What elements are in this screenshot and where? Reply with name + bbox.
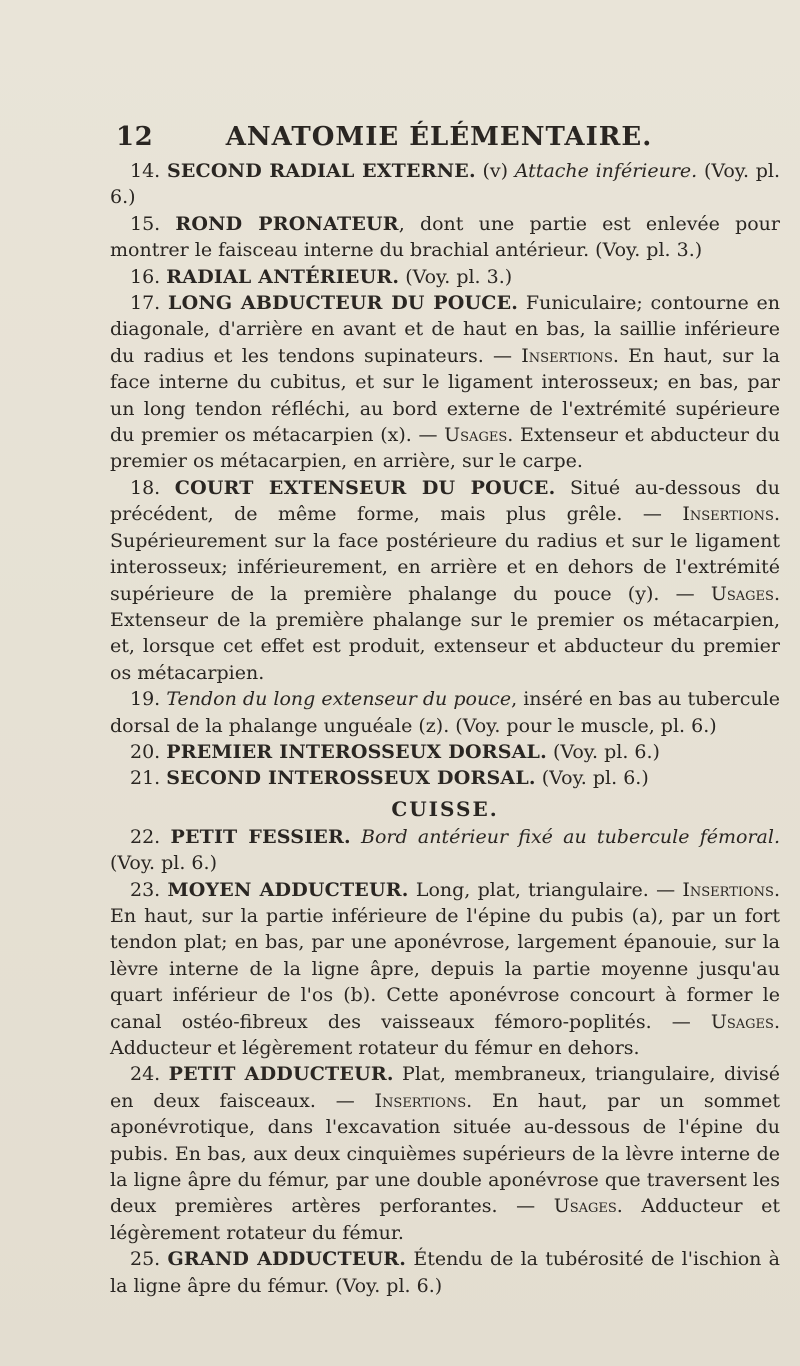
entry-text: En haut, sur la face interne du cubitus, et sur le ligament interosseux; en bas, par un long tendon réfléchi, au bord externe de l'extrémité supérieure du premier os métacarpien (x). — (110, 344, 780, 447)
entry-number: 15. (130, 212, 161, 235)
entry-number: 25. (130, 1248, 161, 1271)
usages-label: Usages. (444, 424, 514, 447)
muscle-name: LONG ABDUCTEUR DU POUCE. (168, 292, 519, 315)
entry-number: 16. (130, 265, 161, 288)
muscle-name: GRAND ADDUCTEUR. (167, 1248, 407, 1271)
entry-text: Extenseur de la première phalange sur le premier os métacarpien, et, lorsque cet effet est produit, extenseur et abducteur du premier os métacarpien. (110, 608, 780, 684)
entry-15 (110, 211, 780, 264)
running-title: ANATOMIE ÉLÉMENTAIRE. (225, 122, 653, 152)
italic-note: Tendon du long extenseur du pouce (166, 688, 512, 711)
page-body (110, 158, 780, 1299)
muscle-name: SECOND RADIAL EXTERNE. (166, 160, 476, 182)
entry-number: 20. (130, 740, 161, 763)
entry-18 (110, 475, 780, 686)
entry-text: , dont une partie est enlevée pour montrer le faisceau interne du brachial antérieur. (Voy. pl. 3.) (110, 212, 780, 262)
page-header (108, 122, 740, 162)
entry-number: 14. (130, 160, 161, 182)
muscle-name: RADIAL ANTÉRIEUR. (166, 265, 400, 288)
muscle-name: ROND PRONATEUR (175, 212, 399, 235)
entry-25 (110, 1246, 780, 1299)
entry-text: (Voy. pl. 6.) (110, 160, 781, 209)
insertions-label: Insertions. (682, 878, 780, 901)
entry-number: 18. (130, 476, 161, 499)
insertions-label: Insertions. (521, 344, 619, 367)
usages-label: Usages. (710, 1010, 780, 1033)
entry-text: Extenseur et abducteur du premier os métacarpien, en arrière, sur le carpe. (110, 424, 781, 473)
entry-16 (110, 264, 780, 290)
italic-note: Bord antérieur fixé au tubercule fémoral. (361, 825, 780, 848)
entry-21 (110, 765, 780, 791)
entry-text: En haut, par un sommet aponévrotique, dans l'excavation située au-dessous de l'épine du pubis. En bas, aux deux cinquièmes supérieurs de la lèvre interne de la ligne âpre du fémur, par une double aponévrose que traversent les deux premières artères perforantes. — (110, 1089, 780, 1218)
entry-number: 22. (130, 825, 161, 848)
entry-text: Étendu de la tubérosité de l'ischion à la ligne âpre du fémur. (Voy. pl. 6.) (110, 1248, 780, 1297)
entry-number: 19. (130, 688, 161, 711)
entry-text: Supérieurement sur la face postérieure du radius et sur le ligament interosseux; inférieurement, en arrière et en dehors de l'extrémité supérieure de la première phalange du pouce (y). — (110, 529, 780, 605)
entry-text: (Voy. pl. 6.) (546, 740, 660, 763)
entry-number: 23. (130, 878, 161, 901)
muscle-name: PETIT ADDUCTEUR. (168, 1063, 394, 1086)
muscle-name: COURT EXTENSEUR DU POUCE. (174, 476, 556, 499)
entry-19 (110, 686, 780, 739)
entry-number: 24. (130, 1063, 161, 1086)
entry-text: Adducteur et légèrement rotateur du fémur. (110, 1195, 780, 1244)
entry-text: (Voy. pl. 3.) (399, 265, 513, 288)
italic-note: Attache inférieure. (514, 160, 698, 182)
entry-17 (110, 290, 780, 475)
entry-text: (v) (475, 160, 515, 182)
entry-text: , inséré en bas au tubercule dorsal de la phalange unguéale (z). (Voy. pour le muscle, pl. 6.) (110, 688, 781, 737)
muscle-name: SECOND INTEROSSEUX DORSAL. (166, 767, 536, 790)
entry-text: Plat, membraneux, triangulaire, divisé en deux faisceaux. — (110, 1063, 780, 1112)
entry-22 (110, 824, 780, 877)
entry-23 (110, 877, 780, 1062)
page-number: 12 (116, 122, 154, 152)
insertions-label: Insertions. (682, 503, 780, 526)
entry-text: (Voy. pl. 6.) (535, 767, 649, 790)
entry-text: Funiculaire; contourne en diagonale, d'arrière en avant et de haut en bas, la saillie inférieure du radius et les tendons supinateurs. — (110, 292, 780, 367)
section-title: CUISSE. (391, 796, 499, 821)
entry-number: 17. (130, 292, 161, 315)
usages-label: Usages. (553, 1195, 623, 1218)
muscle-name: MOYEN ADDUCTEUR. (167, 878, 409, 901)
insertions-label: Insertions. (374, 1089, 473, 1112)
muscle-name: PETIT FESSIER. (170, 825, 351, 848)
entry-text: Situé au-dessous du précédent, de même forme, mais plus grêle. — (110, 476, 780, 526)
usages-label: Usages. (710, 582, 780, 605)
entry-text: En haut, sur la partie inférieure de l'épine du pubis (a), par un fort tendon plat; en bas, par une aponévrose, largement épanouie, sur la lèvre interne de la ligne âpre, depuis la partie moyenne jusqu'au quart inférieur de l'os (b). Cette aponévrose concourt à former le canal ostéo-fibreux des vaisseaux fémoro-poplités. — (110, 904, 780, 1033)
entry-text: (Voy. pl. 6.) (110, 852, 217, 875)
entry-14 (110, 158, 780, 211)
entry-24 (110, 1061, 780, 1246)
entry-20 (110, 739, 780, 765)
entry-text: Adducteur et légèrement rotateur du fémur en dehors. (110, 1037, 640, 1059)
entry-text (351, 826, 361, 848)
entry-text: Long, plat, triangulaire. — (408, 878, 683, 901)
muscle-name: PREMIER INTEROSSEUX DORSAL. (166, 740, 547, 763)
entry-number: 21. (130, 767, 161, 790)
